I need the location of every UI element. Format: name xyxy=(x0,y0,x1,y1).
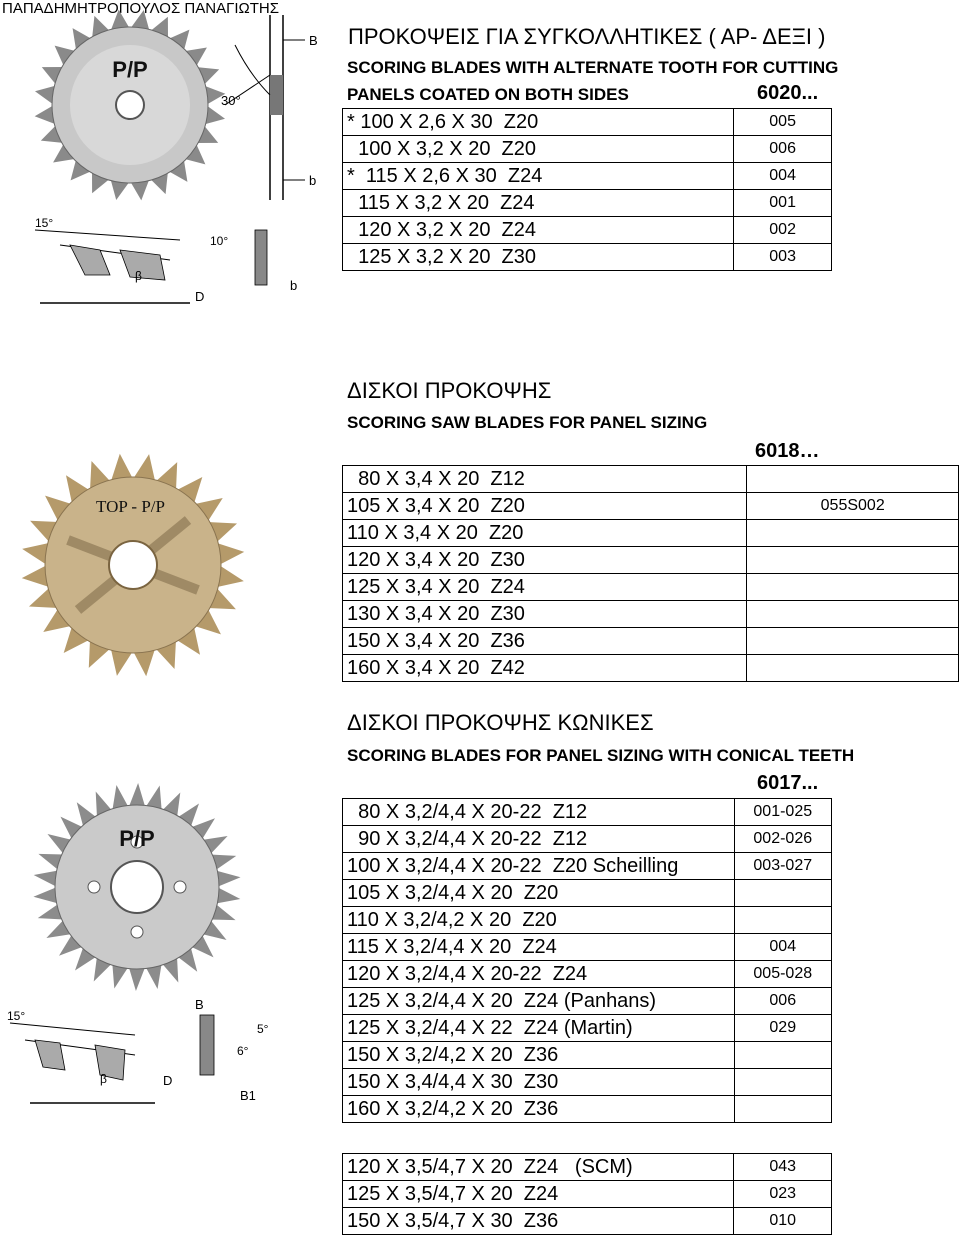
row-code: 023 xyxy=(734,1181,832,1208)
row-code: 001 xyxy=(734,190,832,217)
row-desc: 125 X 3,5/4,7 X 20 Z24 xyxy=(343,1181,734,1208)
table-row xyxy=(343,547,959,574)
row-desc: 100 X 3,2 X 20 Z20 xyxy=(343,136,734,163)
row-code xyxy=(747,574,959,601)
table-row xyxy=(343,853,832,880)
row-desc: 120 X 3,4 X 20 Z30 xyxy=(343,547,747,574)
blade-top-pp-label: TOP - P/P xyxy=(96,497,165,516)
row-desc: 125 X 3,4 X 20 Z24 xyxy=(343,574,747,601)
row-desc: 80 X 3,4 X 20 Z12 xyxy=(343,466,747,493)
row-desc: 150 X 3,5/4,7 X 30 Z36 xyxy=(343,1208,734,1235)
section1-subtitle-line1: SCORING BLADES WITH ALTERNATE TOOTH FOR CUTTING xyxy=(347,58,839,77)
row-desc: 125 X 3,2/4,4 X 20 Z24 (Panhans) xyxy=(343,988,735,1015)
section2-title: ΔΙΣΚΟΙ ΠΡΟΚΟΨΗΣ xyxy=(347,378,552,403)
section3-table xyxy=(342,798,832,1123)
section2-code: 6018… xyxy=(755,440,820,462)
svg-text:b: b xyxy=(309,173,317,188)
blade-pp-image xyxy=(30,5,230,205)
row-desc: 120 X 3,5/4,7 X 20 Z24 (SCM) xyxy=(343,1154,734,1181)
svg-text:6°: 6° xyxy=(237,1044,249,1058)
row-code: 001-025 xyxy=(734,799,831,826)
table-row xyxy=(343,163,832,190)
table-row xyxy=(343,826,832,853)
row-code: 055S002 xyxy=(747,493,959,520)
row-code xyxy=(734,880,831,907)
row-code: 006 xyxy=(734,136,832,163)
blade-top-pp-image xyxy=(18,450,248,680)
row-code: 002-026 xyxy=(734,826,831,853)
row-desc: 125 X 3,2/4,4 X 22 Z24 (Martin) xyxy=(343,1015,735,1042)
row-desc: 105 X 3,4 X 20 Z20 xyxy=(343,493,747,520)
row-code: 004 xyxy=(734,934,831,961)
row-code: 006 xyxy=(734,988,831,1015)
table-row xyxy=(343,799,832,826)
row-desc: 105 X 3,2/4,4 X 20 Z20 xyxy=(343,880,735,907)
table-row xyxy=(343,988,832,1015)
row-code xyxy=(734,1096,831,1123)
row-code: 029 xyxy=(734,1015,831,1042)
svg-text:D: D xyxy=(195,289,205,304)
row-desc: * 100 X 2,6 X 30 Z20 xyxy=(343,109,734,136)
svg-text:30°: 30° xyxy=(221,93,241,108)
row-desc: 115 X 3,2/4,4 X 20 Z24 xyxy=(343,934,735,961)
svg-text:β: β xyxy=(135,269,142,283)
svg-text:B1: B1 xyxy=(240,1088,256,1103)
row-code xyxy=(734,1069,831,1096)
table-row xyxy=(343,244,832,271)
table-row xyxy=(343,628,959,655)
svg-text:D: D xyxy=(163,1073,173,1088)
row-code xyxy=(734,907,831,934)
table-row xyxy=(343,466,959,493)
row-desc: 120 X 3,2 X 20 Z24 xyxy=(343,217,734,244)
table-row xyxy=(343,493,959,520)
row-code xyxy=(747,601,959,628)
section1-title: ΠΡΟΚΟΨΕΙΣ ΓΙΑ ΣΥΓΚΟΛΛΗΤΙΚΕΣ ( ΑΡ- ΔΕΞΙ ) xyxy=(348,24,826,49)
section1-subtitle-line2: PANELS COATED ON BOTH SIDES xyxy=(347,85,629,104)
svg-text:B: B xyxy=(309,33,318,48)
table-row xyxy=(343,1154,832,1181)
table-row xyxy=(343,190,832,217)
table-row xyxy=(343,1015,832,1042)
row-code xyxy=(747,547,959,574)
row-desc: 80 X 3,2/4,4 X 20-22 Z12 xyxy=(343,799,735,826)
row-desc: 110 X 3,2/4,2 X 20 Z20 xyxy=(343,907,735,934)
row-code xyxy=(747,655,959,682)
row-code xyxy=(747,520,959,547)
row-code: 004 xyxy=(734,163,832,190)
table-row xyxy=(343,907,832,934)
blade-conical-image xyxy=(30,780,245,995)
table-row xyxy=(343,136,832,163)
table-row xyxy=(343,961,832,988)
table-row xyxy=(343,1096,832,1123)
table-row xyxy=(343,934,832,961)
table-row xyxy=(343,1069,832,1096)
row-desc: 150 X 3,2/4,2 X 20 Z36 xyxy=(343,1042,735,1069)
section3-code: 6017... xyxy=(757,772,819,794)
row-desc: 90 X 3,2/4,4 X 20-22 Z12 xyxy=(343,826,735,853)
row-code: 002 xyxy=(734,217,832,244)
row-desc: 120 X 3,2/4,4 X 20-22 Z24 xyxy=(343,961,735,988)
blade-pp-label: P/P xyxy=(112,57,148,82)
svg-text:15°: 15° xyxy=(7,1009,26,1023)
table-row xyxy=(343,1208,832,1235)
section3-title: ΔΙΣΚΟΙ ΠΡΟΚΟΨΗΣ ΚΩΝΙΚΕΣ xyxy=(347,710,654,735)
company-name: ΠΑΠΑΔΗΜΗΤΡΟΠΟΥΛΟΣ ΠΑΝΑΓΙΩΤΗΣ xyxy=(2,0,279,17)
svg-text:b: b xyxy=(290,278,298,293)
svg-text:β: β xyxy=(100,1072,107,1086)
section3-subtitle: SCORING BLADES FOR PANEL SIZING WITH CONICAL TEETH xyxy=(347,746,855,765)
table-row xyxy=(343,655,959,682)
row-code: 010 xyxy=(734,1208,832,1235)
row-desc: 100 X 3,2/4,4 X 20-22 Z20 Scheilling xyxy=(343,853,735,880)
row-code: 003 xyxy=(734,244,832,271)
section2-table xyxy=(342,465,959,682)
row-desc: 130 X 3,4 X 20 Z30 xyxy=(343,601,747,628)
section1-code: 6020... xyxy=(757,82,819,104)
row-desc: 125 X 3,2 X 20 Z30 xyxy=(343,244,734,271)
table-row xyxy=(343,109,832,136)
table-row xyxy=(343,880,832,907)
row-desc: 110 X 3,4 X 20 Z20 xyxy=(343,520,747,547)
svg-text:15°: 15° xyxy=(35,216,54,230)
table-row xyxy=(343,1042,832,1069)
row-desc: 150 X 3,4 X 20 Z36 xyxy=(343,628,747,655)
section2-subtitle: SCORING SAW BLADES FOR PANEL SIZING xyxy=(347,413,708,432)
row-desc: * 115 X 2,6 X 30 Z24 xyxy=(343,163,734,190)
row-code xyxy=(747,628,959,655)
row-code xyxy=(747,466,959,493)
table-row xyxy=(343,601,959,628)
svg-text:5°: 5° xyxy=(257,1022,269,1036)
tooth-profile-diagram xyxy=(215,15,345,215)
svg-text:10°: 10° xyxy=(210,234,229,248)
table-row xyxy=(343,217,832,244)
blade-conical-label: P/P xyxy=(119,826,155,851)
row-desc: 150 X 3,4/4,4 X 30 Z30 xyxy=(343,1069,735,1096)
row-code: 043 xyxy=(734,1154,832,1181)
conical-tooth-diagram xyxy=(5,995,285,1115)
table-row xyxy=(343,1181,832,1208)
section4-table xyxy=(342,1153,832,1235)
angle-diagram xyxy=(30,205,310,315)
row-desc: 160 X 3,4 X 20 Z42 xyxy=(343,655,747,682)
row-code: 005 xyxy=(734,109,832,136)
section1-table xyxy=(342,108,832,271)
row-code: 003-027 xyxy=(734,853,831,880)
row-desc: 160 X 3,2/4,2 X 20 Z36 xyxy=(343,1096,735,1123)
row-code xyxy=(734,1042,831,1069)
row-code: 005-028 xyxy=(734,961,831,988)
svg-text:B: B xyxy=(195,997,204,1012)
table-row xyxy=(343,574,959,601)
table-row xyxy=(343,520,959,547)
row-desc: 115 X 3,2 X 20 Z24 xyxy=(343,190,734,217)
